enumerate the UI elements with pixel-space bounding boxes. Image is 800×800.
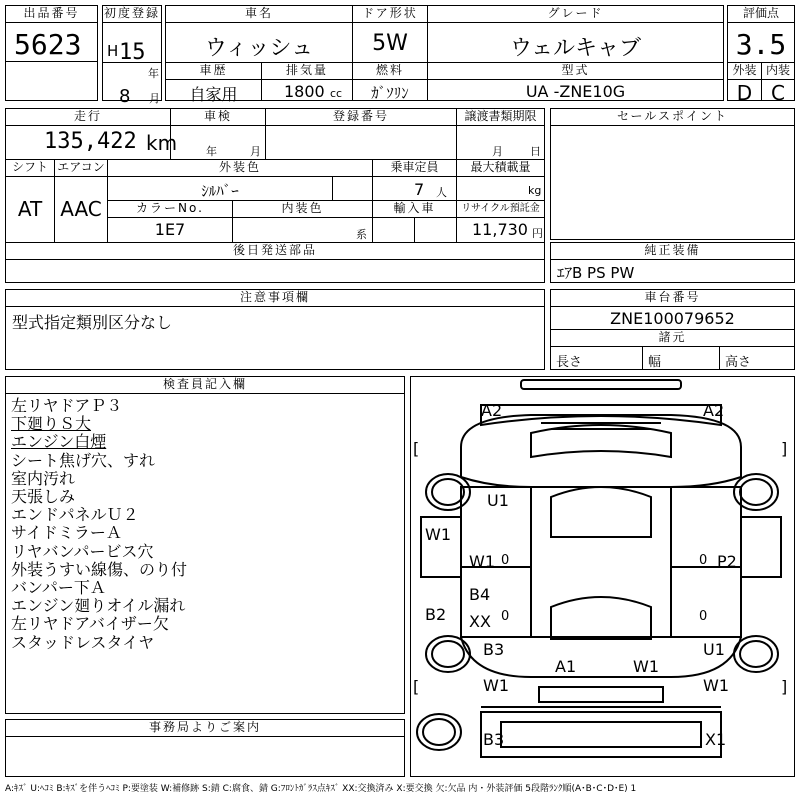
bracket-left-2: [ [413,677,420,696]
spare-wheel-inner [423,719,455,745]
car-outline [411,377,794,776]
regno-label: 登録番号 [266,109,456,126]
interior-color-unit: 系 [356,228,367,241]
sales-points-label: セールスポイント [551,109,794,126]
rear-bumper [539,687,663,702]
width-label: 幅 [648,355,662,370]
score: 3.5 [735,28,787,61]
recycle-unit: 円 [532,227,543,240]
wheel-front-right-inner [740,479,772,505]
bracket-right-2: ] [781,677,788,696]
sales-points-box [550,108,795,240]
color-sub-divider [332,177,333,200]
equipment-label: 純正装備 [551,243,794,260]
dims-label: 諸元 [551,329,794,347]
mark-b4: B4 [469,585,491,604]
max-load-unit: kg [528,184,542,197]
inspector-note-line: エンジン廻りオイル漏れ [11,596,186,616]
mark-zero-4: 0 [699,609,708,624]
mark-w1-front: W1 [469,552,495,571]
capacity-unit: 人 [436,186,447,199]
import-sub-divider [414,218,415,242]
door: 5W [372,31,408,56]
mark-zero-1: 0 [501,553,510,568]
lot-box [5,5,98,101]
fuel-label: 燃料 [353,63,427,80]
model-label: 車名 [166,6,352,23]
door-label: ドア形状 [353,6,427,23]
top-table [165,5,724,104]
first-reg-label: 初度登録 [103,6,161,23]
legend: A:ｷｽﾞ U:ﾍｺﾐ B:ｷｽﾞを伴うﾍｺﾐ P:要塗装 W:補修跡 S:錆 C:腐食、錆 G:ﾌﾛﾝﾄｶﾞﾗｽ点ｷｽﾞ XX:交換済み X:要交換 欠:欠品 内・外装評価 5段階ﾗﾝｸ順(A･B･C･D･E) 1 [5,784,637,794]
mark-u1-right: U1 [703,640,725,659]
inspector-note-line: 室内汚れ [11,468,76,488]
transfer-day-unit: 日 [530,145,541,158]
color-no-label: カラーNo. [108,201,232,218]
transfer-month-unit: 月 [492,145,503,158]
inspector-note-line: 下廻りＳ大 [11,414,92,434]
mark-a2-right: A2 [703,401,725,420]
exterior-color-label: 外装色 [108,160,372,177]
month: 8 [119,86,131,107]
mileage: 135,422 [44,129,137,154]
year-unit: 年 [148,67,159,80]
model: ウィッシュ [204,36,314,61]
inspector-note-line: サイドミラーＡ [11,523,122,543]
mark-p2: P2 [717,552,737,571]
inspector-box [5,376,405,714]
score-label: 評価点 [728,6,794,23]
rear-window [551,597,651,639]
mileage-unit: km [146,131,178,155]
first-reg-divider [103,62,161,63]
dims-divider-1 [642,347,643,369]
displacement-unit: cc [330,87,343,100]
grade: ウェルキャブ [509,36,642,61]
year: 15 [119,40,146,65]
inspector-note-line: 天張しみ [11,487,76,507]
mark-x1: X1 [705,730,727,749]
lot-number: 5623 [14,28,82,61]
inspector-note-line: 左リヤドアバイザー欠 [11,614,169,634]
bracket-right-1: ] [781,439,788,458]
type: UA -ZNE10G [525,82,626,101]
right-panel [741,517,781,577]
recycle-label: リサイクル預託金 [457,201,544,218]
height-label: 高さ [725,355,752,370]
top-bumper-shape [521,380,681,389]
notes-box [5,289,545,370]
wheel-rear-left-inner [432,641,464,667]
exterior-color: ｼﾙﾊﾞｰ [201,182,239,200]
details-table [5,108,545,283]
fuel: ｶﾞｿﾘﾝ [371,84,409,102]
import-label: 輸入車 [373,201,456,218]
transfer-label: 譲渡書類期限 [457,109,544,126]
bottom-car [481,712,721,757]
ac: AAC [60,197,102,221]
exterior-score: D [736,81,753,105]
mark-w1-bottom-left: W1 [483,676,509,695]
lot-label: 出品番号 [6,6,97,23]
first-reg-box [102,5,162,107]
type-label: 型式 [428,63,723,80]
mark-b3-left: B3 [483,640,505,659]
ac-label: エアコン [55,160,107,177]
inspector-note-line: リヤバンパービス穴 [11,541,154,561]
wheel-front-left-inner [432,479,464,505]
displacement: 1800 [284,82,325,101]
insp-month-unit: 月 [250,145,261,158]
inspector-note-line: 左リヤドアＰ３ [11,396,123,415]
inspector-note-line: スタッドレスタイヤ [11,632,155,652]
wheel-rear-right-inner [740,641,772,667]
bracket-left-1: [ [413,439,420,458]
mark-a2-left: A2 [481,401,503,420]
mark-w1-center: W1 [633,657,659,676]
mark-w1-bottom-right: W1 [703,676,729,695]
office-label: 事務局よりご案内 [6,720,404,737]
notes-label: 注意事項欄 [6,290,544,307]
inspector-note-line: 外装うすい線傷、のり付 [11,559,188,579]
mark-w1-door: W1 [425,525,451,544]
history-label: 車歴 [166,63,261,80]
capacity: 7 [414,180,425,199]
displacement-label: 排気量 [262,63,352,80]
era: H [107,42,119,60]
mark-zero-2: 0 [699,553,708,568]
interior-color-label: 内装色 [233,201,372,218]
chassis-box [550,289,795,370]
length-label: 長さ [556,355,583,370]
notes-text: 型式指定類別区分なし [12,313,173,332]
equipment: ｴｱB PS PW [557,264,635,282]
inspector-note-line: バンパー下Ａ [11,578,106,598]
inspection-label: 車検 [171,109,265,126]
equipment-box [550,242,795,283]
recycle: 11,730 [472,220,528,239]
exterior-label: 外装 [728,63,761,80]
lot-divider [6,61,97,62]
inspector-note-line: エンドパネルＵ２ [11,505,139,525]
score-box [727,5,795,105]
mark-zero-3: 0 [501,609,510,624]
chassis-label: 車台番号 [551,290,794,307]
inspector-notes [11,397,187,652]
inspector-note-line: エンジン白煙 [11,432,107,452]
mark-a1: A1 [555,657,577,676]
mark-xx: XX [469,612,491,631]
capacity-label: 乗車定員 [373,160,456,177]
inspector-note-line: シート焦げ穴、すれ [11,450,156,470]
interior-score: C [771,81,785,105]
history: 自家用 [189,85,238,104]
chassis-number: ZNE100079652 [610,309,735,328]
roof-front [551,487,651,537]
interior-label: 内装 [762,63,794,80]
inspector-label: 検査員記入欄 [6,377,404,394]
month-unit: 月 [149,92,160,105]
damage-diagram [410,376,795,777]
mark-b2: B2 [425,605,447,624]
max-load-label: 最大積載量 [457,160,544,177]
grade-label: グレード [428,6,723,23]
shift: AT [17,197,43,221]
color-no: 1E7 [154,220,186,239]
mark-u1-top: U1 [487,491,509,510]
parts-label: 後日発送部品 [6,243,544,260]
mileage-label: 走行 [6,109,170,126]
bottom-inner [501,722,701,747]
insp-year-unit: 年 [206,145,217,158]
office-box [5,719,405,777]
shift-label: シフト [6,160,54,177]
mark-b3-bottom: B3 [483,730,505,749]
dims-divider-2 [719,347,720,369]
